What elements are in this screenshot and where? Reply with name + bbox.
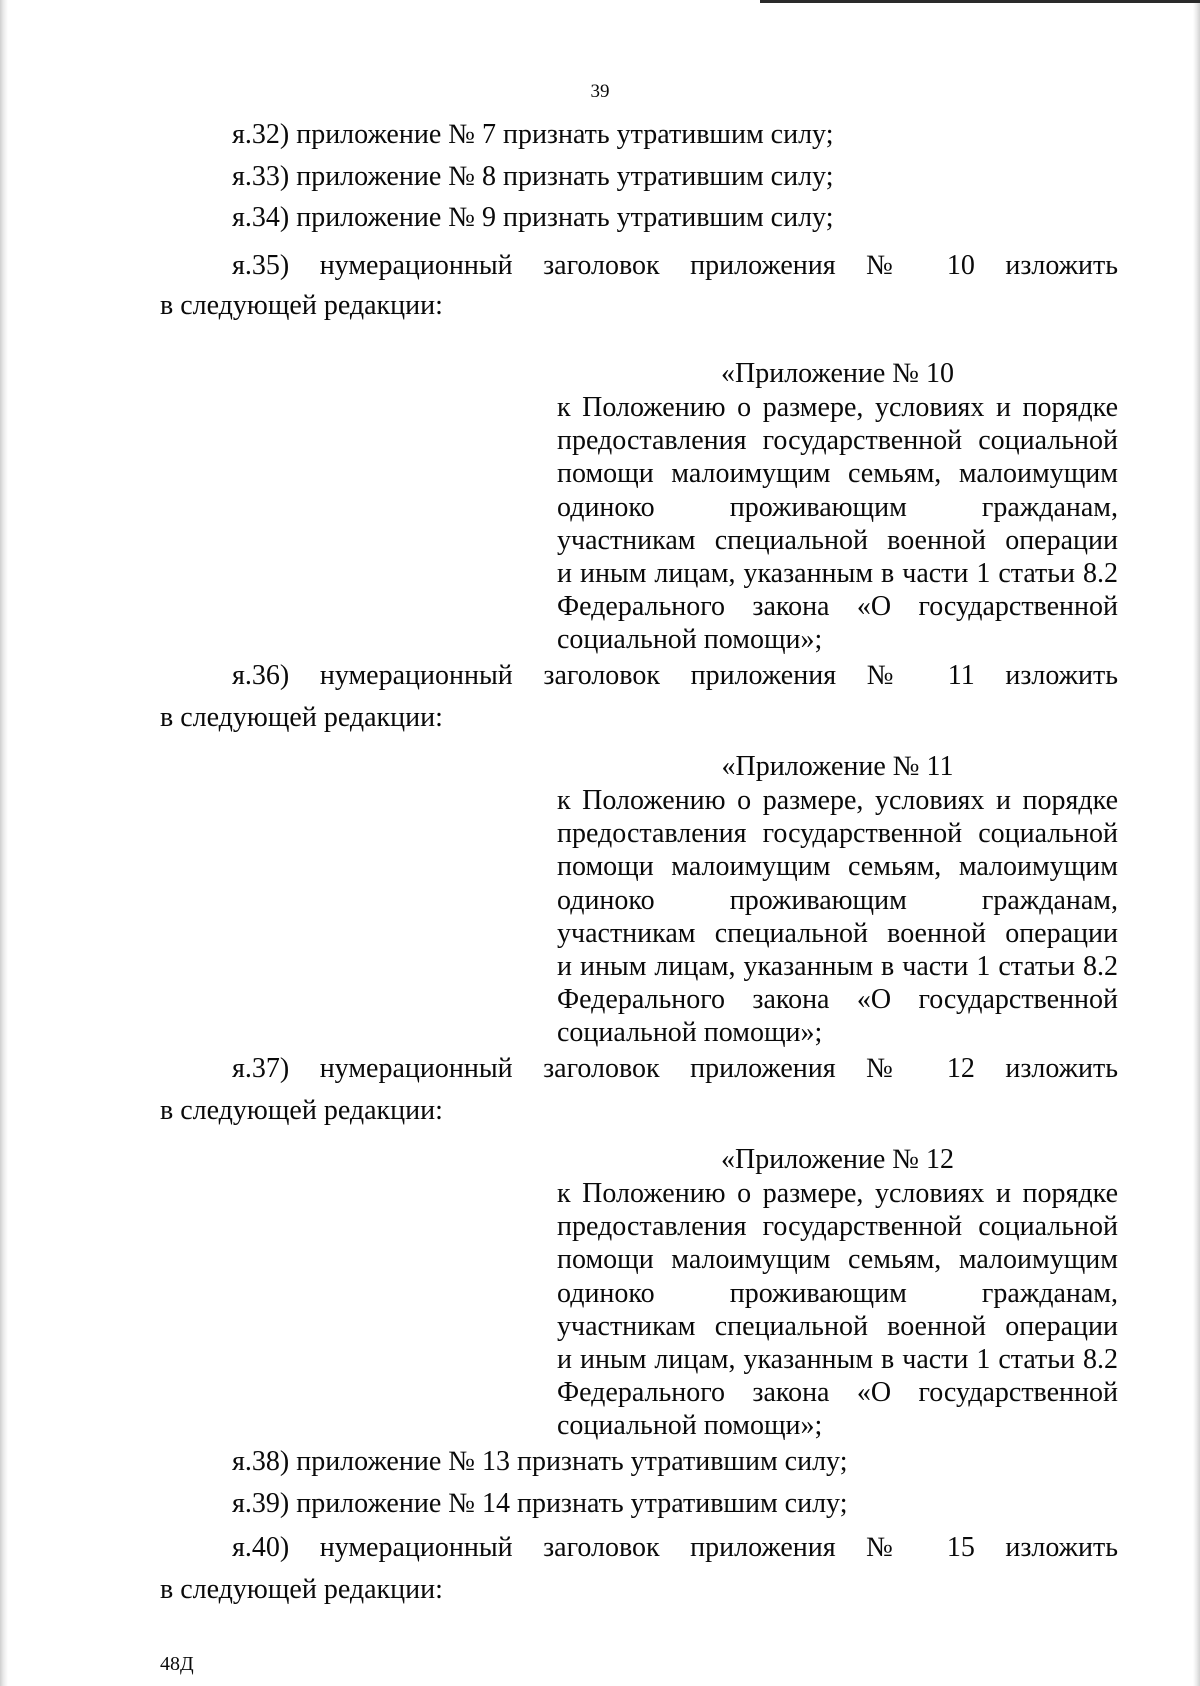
appendix-11-line-3: помощи малоимущим семьям, малоимущим [557, 851, 1118, 883]
item-35-continuation: в следующей редакции: [160, 290, 443, 321]
appendix-12-line-4: одиноко проживающим гражданам, [557, 1277, 1118, 1309]
appendix-11-block [557, 750, 1118, 1050]
appendix-10-title: «Приложение № 10 [721, 358, 954, 389]
item-38: я.38) приложение № 13 признать утратившим силу; [232, 1446, 848, 1477]
appendix-11-line-7: Федерального закона «О государственной [557, 984, 1118, 1016]
appendix-11-line-5: участникам специальной военной операции [557, 917, 1118, 949]
item-40: я.40) нумерационный заголовок приложения № 15 изложить [232, 1532, 1118, 1563]
appendix-12-line-2: предоставления государственной социальной [557, 1211, 1118, 1243]
appendix-10-block [557, 357, 1118, 657]
scan-edge-left [0, 0, 8, 1686]
document-code: 48Д [160, 1653, 194, 1675]
appendix-10-line-2: предоставления государственной социальной [557, 425, 1118, 457]
appendix-10-line-1: к Положению о размере, условиях и порядке [557, 392, 1118, 423]
appendix-10-line-8: социальной помощи»; [557, 624, 823, 656]
appendix-11-line-2: предоставления государственной социальной [557, 818, 1118, 850]
appendix-12-title: «Приложение № 12 [721, 1144, 954, 1175]
appendix-12-line-8: социальной помощи»; [557, 1410, 823, 1442]
appendix-11-line-4: одиноко проживающим гражданам, [557, 884, 1118, 916]
appendix-11-line-8: социальной помощи»; [557, 1017, 823, 1049]
item-37-continuation: в следующей редакции: [160, 1095, 443, 1126]
appendix-11-title: «Приложение № 11 [721, 751, 954, 782]
appendix-10-line-7: Федерального закона «О государственной [557, 591, 1118, 623]
appendix-12-line-3: помощи малоимущим семьям, малоимущим [557, 1244, 1118, 1276]
appendix-12-line-1: к Положению о размере, условиях и порядке [557, 1178, 1118, 1209]
scan-edge-top [760, 0, 1200, 3]
item-36: я.36) нумерационный заголовок приложения № 11 изложить [232, 660, 1118, 691]
item-37: я.37) нумерационный заголовок приложения № 12 изложить [232, 1053, 1118, 1084]
appendix-11-line-1: к Положению о размере, условиях и порядке [557, 785, 1118, 816]
appendix-11-line-6: и иным лицам, указанным в части 1 статьи 8.2 [557, 951, 1118, 983]
appendix-12-line-6: и иным лицам, указанным в части 1 статьи 8.2 [557, 1344, 1118, 1376]
item-40-continuation: в следующей редакции: [160, 1574, 443, 1605]
appendix-10-line-4: одиноко проживающим гражданам, [557, 491, 1118, 523]
item-36-continuation: в следующей редакции: [160, 702, 443, 733]
item-33: я.33) приложение № 8 признать утратившим силу; [232, 161, 834, 192]
appendix-12-block [557, 1143, 1118, 1443]
appendix-12-line-5: участникам специальной военной операции [557, 1310, 1118, 1342]
appendix-12-line-7: Федерального закона «О государственной [557, 1377, 1118, 1409]
item-32: я.32) приложение № 7 признать утратившим силу; [232, 119, 834, 150]
item-35: я.35) нумерационный заголовок приложения № 10 изложить [232, 250, 1118, 281]
item-34: я.34) приложение № 9 признать утратившим силу; [232, 202, 834, 233]
appendix-10-line-5: участникам специальной военной операции [557, 524, 1118, 556]
page-number: 39 [590, 81, 610, 102]
item-39: я.39) приложение № 14 признать утратившим силу; [232, 1488, 848, 1519]
appendix-10-line-6: и иным лицам, указанным в части 1 статьи 8.2 [557, 558, 1118, 590]
appendix-10-line-3: помощи малоимущим семьям, малоимущим [557, 458, 1118, 490]
scan-edge-right [1193, 0, 1200, 1686]
